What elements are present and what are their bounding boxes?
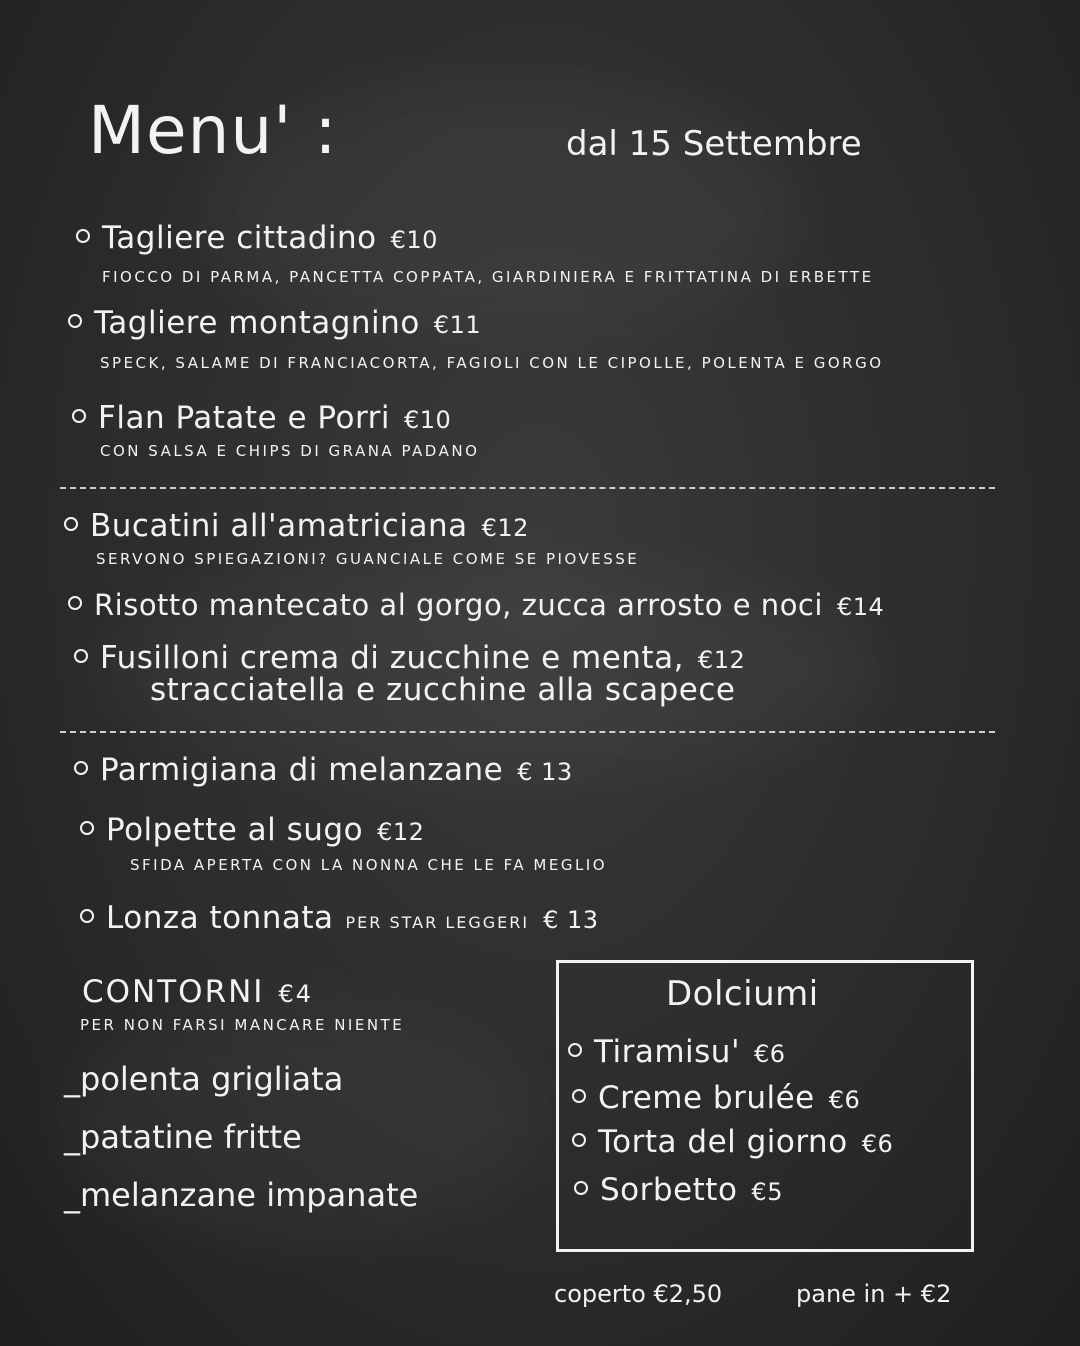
bullet-icon (572, 1133, 586, 1147)
dish-tagliere-cittadino (76, 220, 438, 256)
bullet-icon (76, 229, 90, 243)
dish-risotto (68, 588, 884, 622)
bullet-icon (64, 517, 78, 531)
dessert-name: Sorbetto (600, 1172, 738, 1208)
coperto-note: coperto €2,50 (554, 1280, 723, 1308)
dish-price: € 13 (517, 758, 573, 786)
dish-name: Tagliere cittadino (102, 220, 377, 256)
dish-note: PER STAR LEGGERI (345, 913, 530, 932)
dish-price: €14 (836, 593, 885, 621)
dessert-item (572, 1124, 893, 1160)
dish-flan (72, 400, 451, 436)
dish-description: FIOCCO DI PARMA, PANCETTA COPPATA, GIARDINIERA E FRITTATINA DI ERBETTE (102, 268, 874, 286)
dish-price: €12 (697, 646, 746, 674)
contorni-title: CONTORNI (82, 974, 265, 1010)
bullet-icon (80, 821, 94, 835)
bullet-icon (72, 409, 86, 423)
dish-name: Lonza tonnata (106, 900, 334, 936)
dessert-price: €6 (861, 1130, 894, 1158)
dish-price: €12 (377, 818, 425, 846)
dish-fusilloni-line2: stracciatella e zucchine alla scapece (150, 672, 736, 708)
dessert-item (574, 1172, 783, 1208)
dish-name: Risotto mantecato al gorgo, zucca arrosto e noci (94, 588, 823, 622)
bullet-icon (568, 1043, 582, 1057)
bullet-icon (68, 596, 82, 610)
dish-name: Polpette al sugo (106, 812, 364, 848)
bullet-icon (74, 761, 88, 775)
menu-date: dal 15 Settembre (566, 124, 862, 164)
dessert-price: €6 (753, 1040, 786, 1068)
dish-name: Flan Patate e Porri (98, 400, 391, 436)
dessert-price: €6 (828, 1086, 861, 1114)
dish-name: Tagliere montagnino (94, 305, 420, 341)
dish-description: CON SALSA E CHIPS DI GRANA PADANO (100, 442, 480, 460)
bullet-icon (574, 1181, 588, 1195)
contorni-header (82, 974, 313, 1010)
bullet-icon (572, 1089, 586, 1103)
dish-price: €10 (390, 226, 438, 254)
bullet-icon (74, 649, 88, 663)
dish-fusilloni (74, 640, 745, 676)
dessert-price: €5 (751, 1178, 783, 1206)
dish-description: SERVONO SPIEGAZIONI? GUANCIALE COME SE PIOVESSE (96, 550, 640, 568)
dish-name: Fusilloni crema di zucchine e menta, (100, 640, 684, 676)
dish-bucatini (64, 508, 529, 544)
dolci-title: Dolciumi (666, 974, 819, 1014)
dish-lonza (80, 900, 599, 936)
dessert-item (568, 1034, 786, 1070)
dish-price: € 13 (543, 906, 599, 934)
dessert-name: Torta del giorno (598, 1124, 848, 1160)
menu-title: Menu' : (88, 92, 338, 169)
dish-price: €10 (404, 406, 452, 434)
dish-name: Bucatini all'amatriciana (90, 508, 468, 544)
contorno-item: _melanzane impanate (64, 1176, 419, 1214)
bullet-icon (68, 314, 82, 328)
dessert-name: Creme brulée (598, 1080, 815, 1116)
section-divider (60, 487, 995, 489)
contorni-price: €4 (278, 980, 313, 1008)
contorno-item: _patatine fritte (64, 1118, 302, 1156)
section-divider (60, 731, 995, 733)
dessert-item (572, 1080, 860, 1116)
dish-name: Parmigiana di melanzane (100, 752, 504, 788)
contorno-item: _polenta grigliata (64, 1060, 344, 1098)
dish-description: SFIDA APERTA CON LA NONNA CHE LE FA MEGLIO (130, 856, 608, 874)
dish-polpette (80, 812, 424, 848)
contorni-description: PER NON FARSI MANCARE NIENTE (80, 1016, 405, 1034)
dish-parmigiana (74, 752, 573, 788)
dish-description: SPECK, SALAME DI FRANCIACORTA, FAGIOLI CON LE CIPOLLE, POLENTA E GORGO (100, 354, 884, 372)
dish-price: €12 (481, 514, 529, 542)
dish-price: €11 (433, 311, 482, 339)
dessert-name: Tiramisu' (594, 1034, 740, 1070)
bullet-icon (80, 909, 94, 923)
pane-note: pane in + €2 (796, 1280, 952, 1308)
dish-tagliere-montagnino (68, 305, 481, 341)
